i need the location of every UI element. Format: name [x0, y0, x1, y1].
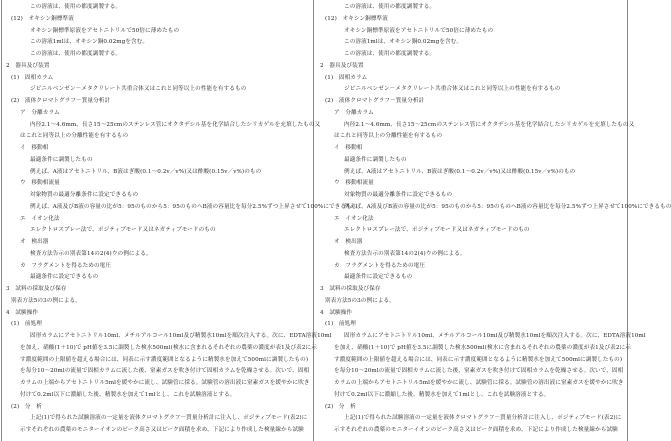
text-line: イ 移動相	[20, 145, 49, 151]
text-line: カラムの上端からアセトニトリル5mlを緩やかに流し、試験管に採る。試験管の溶出液に窒素ガスを緩やかに吹き	[20, 380, 310, 386]
text-line: 3 試料の採取及び保存	[320, 286, 381, 292]
right-column	[318, 2, 671, 439]
text-line: を毎分10～20mlの流量で固相カラムに流した後、窒素ガスを吹き付けて固相カラムを乾燥させる。次いで、固相	[334, 368, 624, 375]
text-line: す濃度範囲の上限値を超える場合には、同表に示す濃度範囲となるように精製水を加えて500mlに調製したもの)	[20, 356, 309, 363]
text-line: (1) 前処理	[11, 321, 42, 328]
text-line: (2) 液体クロマトグラフ－質量分析計	[325, 98, 425, 104]
text-line: を加え、硝酸(1＋10)で pH値を3.5に調製した検水500ml(検水に含まれるそれぞれの農薬の濃度が表1及び表2に示	[20, 344, 317, 351]
text-line: この溶液は、使用の都度調製する。	[344, 51, 436, 57]
text-line: (1) 固相カラム	[325, 74, 368, 81]
text-line: オキシン銅標準原液をアセトニトリルで50倍に薄めたもの	[344, 27, 494, 34]
text-line: オ 検出器	[20, 239, 49, 245]
text-line: 内径2.1～4.6mm、長さ15～25cmのステンレス管にオクタデシル基を化学結合したシリカゲルを充填したもの又	[30, 121, 321, 128]
text-line: 別表方法5の3の例による。	[325, 297, 395, 304]
text-line: (1) 固相カラム	[11, 74, 54, 81]
text-line: 最適条件に調製したもの	[344, 156, 407, 163]
frame-left-border	[1, 0, 2, 441]
text-line: ウ 移動相流量	[334, 180, 374, 187]
text-line: エ イオン化法	[334, 215, 374, 222]
text-line: オキシン銅標準原液をアセトニトリルで50倍に薄めたもの	[30, 27, 180, 34]
text-line: 例えば、A液はアセトニトリル、B液はぎ酸(0.1～0.2v／v%)又は酢酸(0.15v／v%)のもの	[344, 168, 576, 175]
text-line: 対象物質の最適分離条件に設定できるもの	[30, 192, 139, 198]
text-line: を毎分10～20mlの流量で固相カラムに流した後、窒素ガスを吹き付けて固相カラムを乾燥させる。次いで、固相	[20, 368, 310, 375]
text-line: 上記(1)で得られた試験溶液の一定量を液体クロマトグラフ－質量分析計に注入し、ポジティブモード(表2)に	[344, 415, 622, 422]
text-line: す濃度範囲の上限値を超える場合には、同表に示す濃度範囲となるように精製水を加えて500mlに調製したもの)	[334, 356, 623, 363]
text-line: はこれと同等以上の分離性能を有するもの	[20, 133, 129, 140]
text-line: 示すそれぞれの農薬のモニターイオンのピーク高さ又はピーク面積を求め、下記により作成した検量線から試験	[20, 427, 304, 433]
text-line: 2 器具及び装置	[6, 62, 50, 69]
text-line: (2) 液体クロマトグラフ－質量分析計	[11, 98, 111, 104]
text-line: ジビニルベンゼン－メタクリレート共重合体又はこれと同等以上の性能を有するもの	[344, 86, 561, 93]
text-line: 検査方法告示の別表第14の2(4)ウの例による。	[30, 250, 152, 257]
text-line: 例えば、A液及びB液の容量の比が5：95のものから5：95のものへB液の容量比を毎分2.5%ずつ上昇させて100%にできるもの	[344, 203, 671, 210]
text-line: この溶液は、使用の都度調製する。	[30, 4, 122, 10]
text-line: 最適条件に設定できるもの	[30, 274, 99, 281]
text-line: 例えば、A液及びB液の容量の比が5：95のものから5：95のものへB液の容量比を毎分2.5%ずつ上昇させて100%にできるもの	[30, 203, 358, 210]
text-line: 検査方法告示の別表第14の2(4)ウの例による。	[344, 250, 466, 257]
text-line: 示すそれぞれの農薬のモニターイオンのピーク高さ又はピーク面積を求め、下記により作成した検量線から試験	[334, 427, 618, 433]
text-line: この溶液は、使用の都度調製する。	[30, 51, 122, 57]
left-column	[4, 2, 358, 439]
text-line: カラムの上端からアセトニトリル5mlを緩やかに流し、試験管に採る。試験管の溶出液に窒素ガスを緩やかに吹き	[334, 380, 624, 386]
text-line: 最適条件に設定できるもの	[344, 274, 413, 281]
text-line: 3 試料の採取及び保存	[6, 286, 67, 292]
text-line: (12) オキシン銅標準液	[325, 15, 388, 22]
text-line: 付けて0.2ml以下に濃縮した後、精製水を加えて1mlとし、これを試験溶液とする。	[334, 391, 550, 398]
text-line: (2) 分 析	[325, 403, 356, 410]
text-line: カ フラグメントを得るための電圧	[334, 262, 426, 269]
text-line: 別表方法5の3の例による。	[11, 297, 81, 304]
text-line: ア 分離カラム	[20, 109, 60, 116]
text-line: この溶液1mlは、オキシン銅0.02mgを含む。	[30, 39, 149, 46]
text-line: (2) 分 析	[11, 403, 42, 410]
text-line: エレクトロスプレー法で、ポジティブモード又はネガティブモードのもの	[30, 227, 216, 234]
text-line: この溶液は、使用の都度調製する。	[344, 4, 436, 10]
text-line: 固形カラムにアセトニトリル10ml、メチルアルコール10ml及び精製水10mlを順次注入する。次に、EDTA溶液10ml	[30, 333, 332, 339]
text-line: ア 分離カラム	[334, 109, 374, 116]
text-line: (1) 前処理	[325, 321, 356, 328]
text-line: イ 移動相	[334, 145, 363, 151]
text-line: 4 試験操作	[320, 309, 353, 316]
text-line: エレクトロスプレー法で、ポジティブモード又はネガティブモードのもの	[344, 227, 530, 234]
text-line: 上記(1)で得られた試験溶液の一定量を液体クロマトグラフ－質量分析計に注入し、ポジティブモード(表2)に	[30, 415, 308, 422]
text-line: ジビニルベンゼン－メタクリレート共重合体又はこれと同等以上の性能を有するもの	[30, 86, 247, 93]
text-line: 付けて0.2ml以下に濃縮した後、精製水を加えて1mlとし、これを試験溶液とする。	[20, 391, 236, 398]
text-line: (12) オキシン銅標準液	[11, 15, 74, 22]
text-line: 4 試験操作	[6, 309, 39, 316]
text-line: ウ 移動相流量	[20, 180, 60, 187]
text-line: この溶液1mlは、オキシン銅0.02mgを含む。	[344, 39, 463, 46]
text-line: 対象物質の最適分離条件に設定できるもの	[344, 192, 453, 198]
text-line: 固形カラムにアセトニトリル10ml、メチルアルコール10ml及び精製水10mlを順次注入する。次に、EDTA溶液10ml	[344, 333, 646, 339]
text-line: 例えば、A液はアセトニトリル、B液はぎ酸(0.1～0.2v／v%)又は酢酸(0.15v／v%)のもの	[30, 168, 262, 175]
text-line: オ 検出器	[334, 239, 363, 245]
text-line: エ イオン化法	[20, 215, 60, 222]
text-line: を加え、硝酸(1＋10)で pH値を3.5に調製した検水500ml(検水に含まれるそれぞれの農薬の濃度が表1及び表2に示	[334, 344, 631, 351]
text-line: カ フラグメントを得るための電圧	[20, 262, 112, 269]
text-line: 2 器具及び装置	[320, 62, 364, 69]
text-line: 最適条件に調製したもの	[30, 156, 93, 163]
text-line: はこれと同等以上の分離性能を有するもの	[334, 133, 443, 140]
text-line: 内径2.1～4.6mm、長さ15～25cmのステンレス管にオクタデシル基を化学結合したシリカゲルを充填したもの又	[344, 121, 635, 128]
